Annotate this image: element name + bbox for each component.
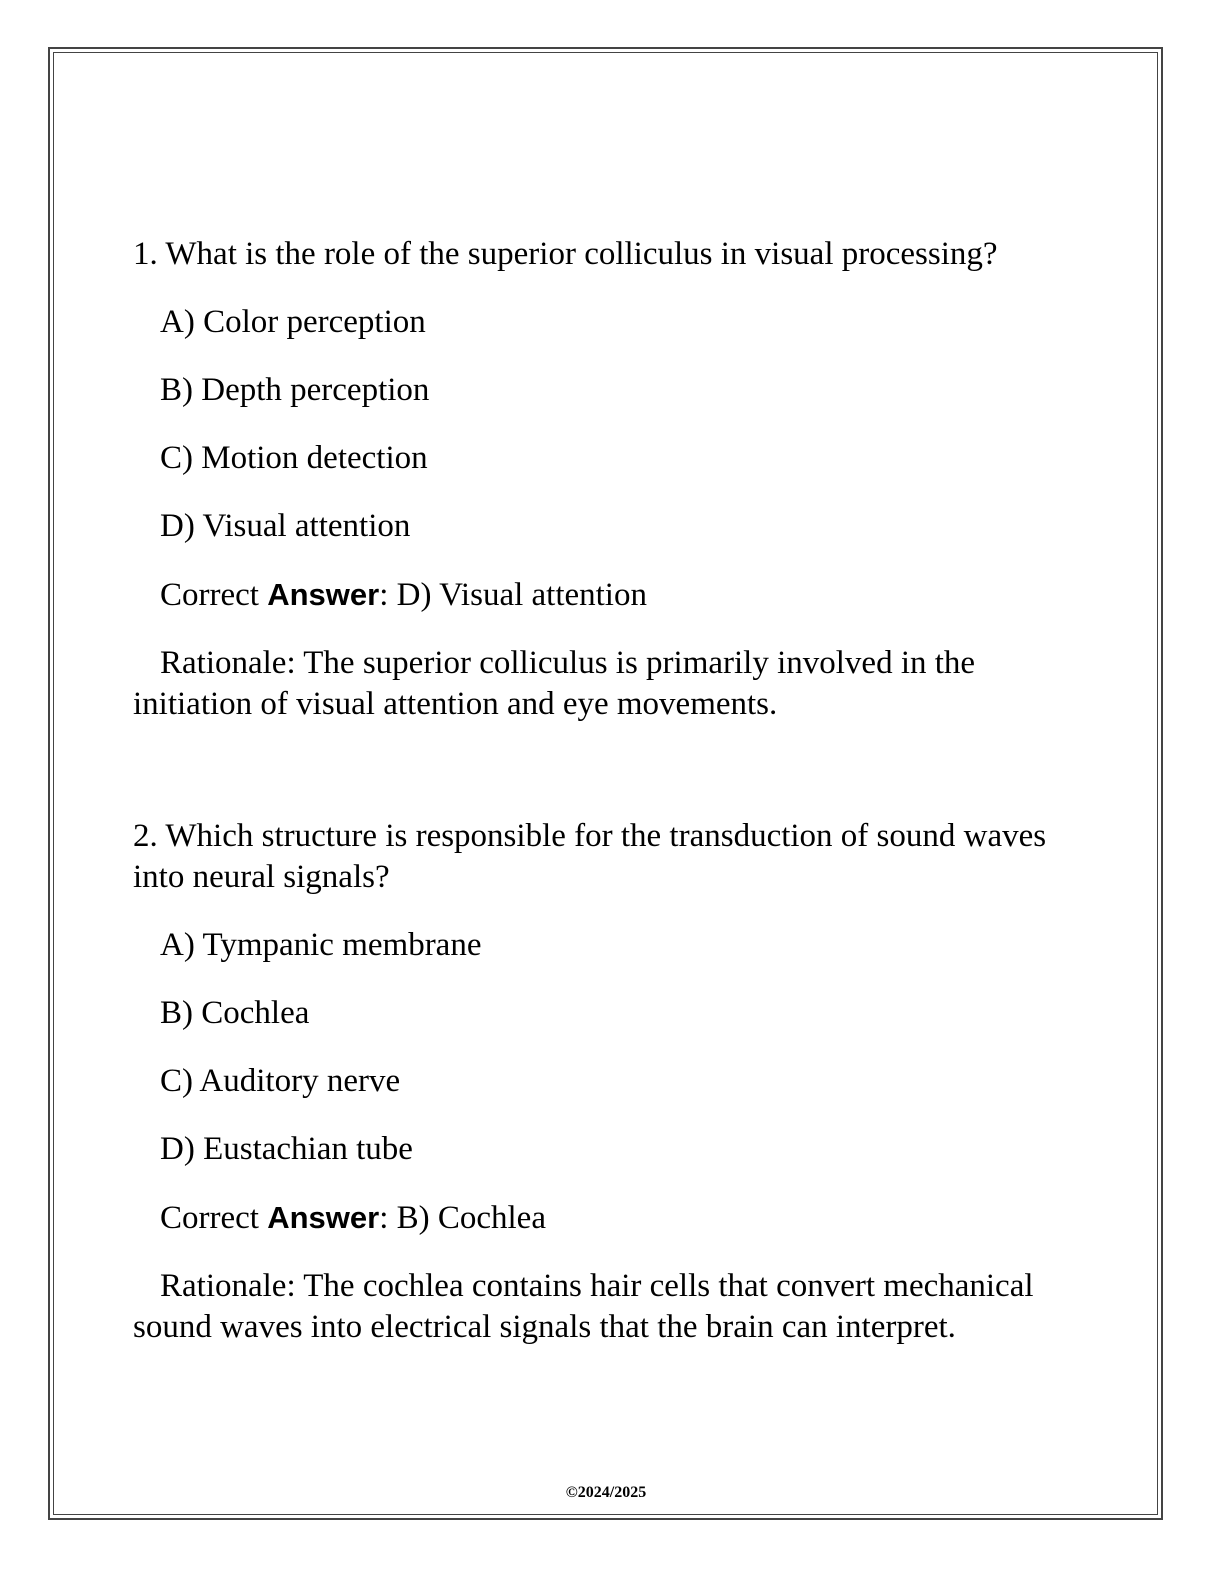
answer-word: Answer <box>267 577 380 612</box>
option-c: C) Auditory nerve <box>160 1063 401 1099</box>
answer-prefix: Correct <box>160 577 268 613</box>
option-b: B) Depth perception <box>160 372 430 408</box>
question-spacer <box>133 725 1093 816</box>
rationale: Rationale: The cochlea contains hair cells that convert mechanical sound waves into electrical signals that the brain can interpret. <box>133 1268 1034 1345</box>
answer-word: Answer <box>267 1200 380 1235</box>
question-block-1 <box>133 234 1093 725</box>
document-content <box>133 234 1093 1348</box>
question-text: 1. What is the role of the superior colliculus in visual processing? <box>133 236 998 272</box>
option-a: A) Tympanic membrane <box>160 927 482 963</box>
question-text: 2. Which structure is responsible for the transduction of sound waves into neural signals? <box>133 818 1047 895</box>
question-block-2 <box>133 816 1093 1348</box>
copyright-footer: ©2024/2025 <box>565 1484 647 1501</box>
answer-value: : D) Visual attention <box>379 577 647 613</box>
correct-answer <box>133 574 1093 616</box>
rationale: Rationale: The superior colliculus is primarily involved in the initiation of visual attention and eye movements. <box>133 645 976 722</box>
answer-value: : B) Cochlea <box>379 1200 546 1236</box>
option-d: D) Visual attention <box>160 508 411 544</box>
option-c: C) Motion detection <box>160 440 428 476</box>
option-d: D) Eustachian tube <box>160 1131 413 1167</box>
correct-answer <box>133 1197 1093 1239</box>
answer-prefix: Correct <box>160 1200 268 1236</box>
option-a: A) Color perception <box>160 304 426 340</box>
option-b: B) Cochlea <box>160 995 310 1031</box>
